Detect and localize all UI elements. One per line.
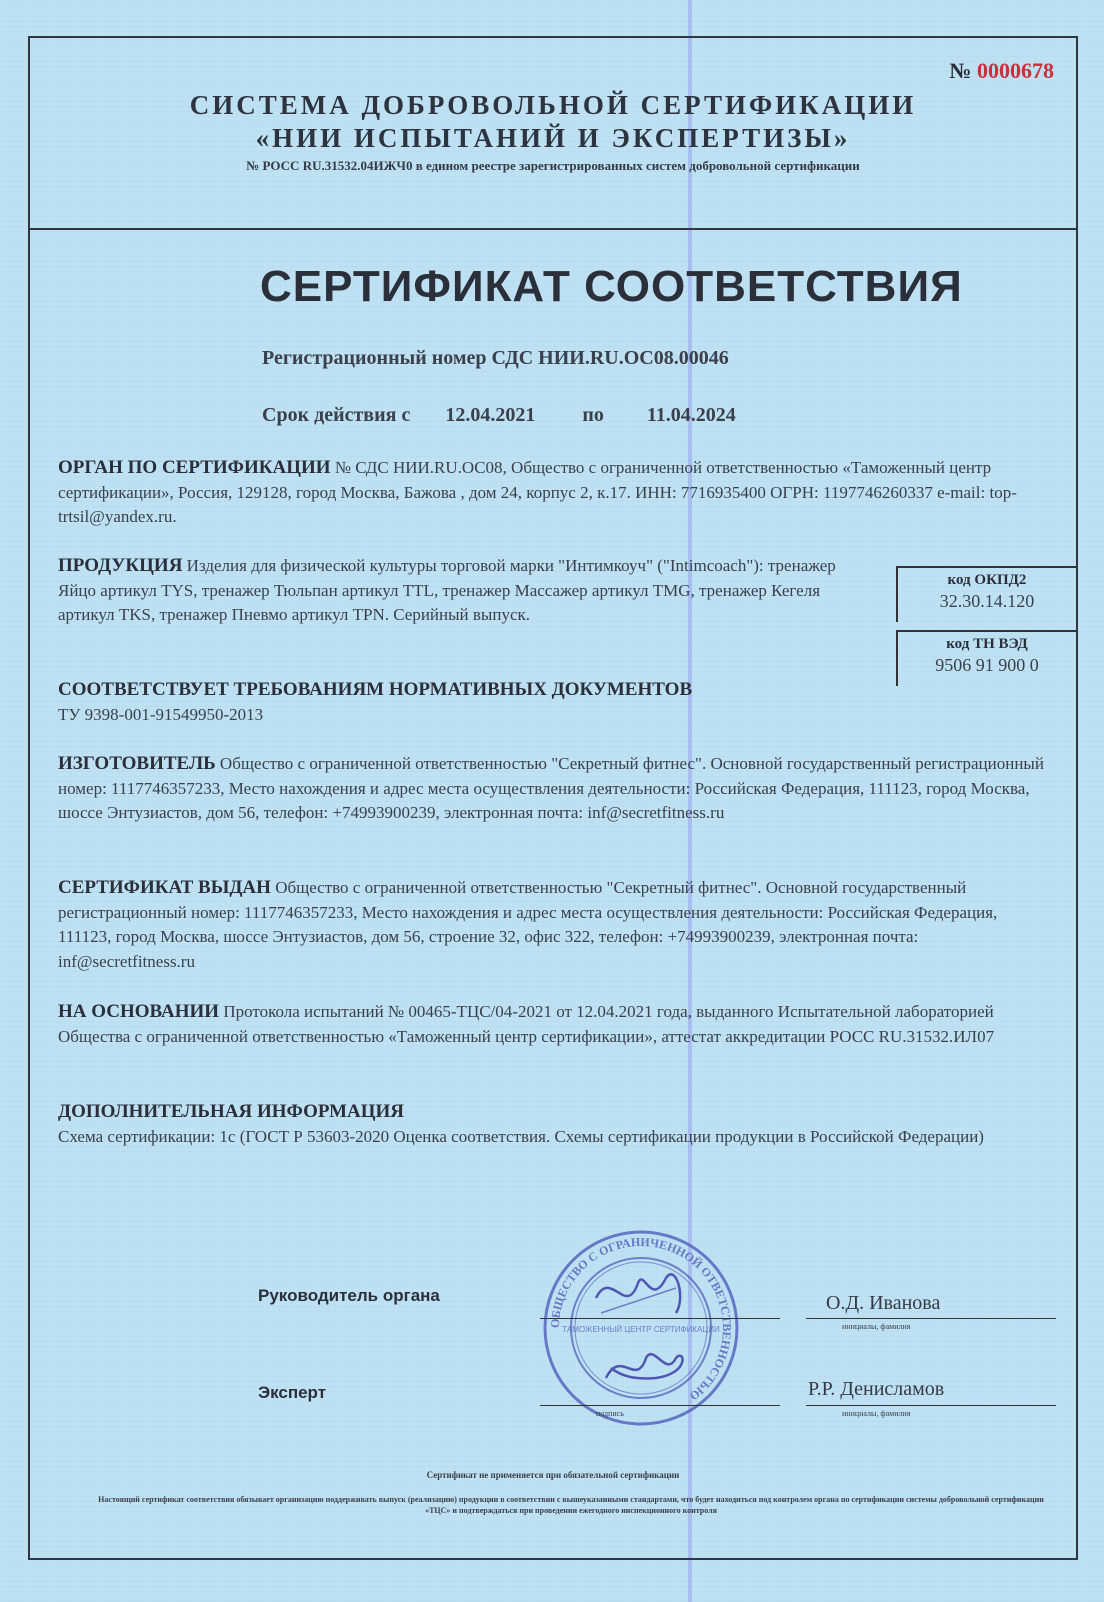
header-divider bbox=[28, 228, 1078, 230]
tnved-value: 9506 91 900 0 bbox=[935, 655, 1039, 675]
section-heading: СЕРТИФИКАТ ВЫДАН bbox=[58, 877, 271, 898]
tnved-label: код ТН ВЭД bbox=[946, 636, 1028, 652]
section-conformity bbox=[58, 678, 1048, 727]
name-line bbox=[806, 1405, 1056, 1406]
system-registry-note: № РОСС RU.31532.04ИЖЧ0 в едином реестре зарегистрированных систем добровольной сертификации bbox=[246, 158, 860, 173]
official-seal-stamp bbox=[526, 1228, 756, 1428]
section-heading: СООТВЕТСТВУЕТ ТРЕБОВАНИЯМ НОРМАТИВНЫХ ДОКУМЕНТОВ bbox=[58, 679, 693, 700]
signature-line bbox=[540, 1318, 780, 1319]
name-caption: инициалы, фамилия bbox=[842, 1409, 911, 1418]
validity-label: Срок действия с bbox=[262, 404, 411, 426]
okpd-label: код ОКПД2 bbox=[947, 572, 1027, 588]
section-text: ТУ 9398-001-91549950-2013 bbox=[58, 704, 264, 724]
expert-label: Эксперт bbox=[258, 1383, 327, 1402]
certificate-serial-number: № 0000678 bbox=[949, 58, 1054, 83]
section-text: № СДС НИИ.RU.OC08, Общество с ограниченной ответственностью «Таможенный центр сертификации», Россия, 129128, город Москва, Бажова , дом 24, корпус 2, к.17. ИНН: 7716935400 ОГРН: 1197746260337 e-mail: top-trtsil@yandex.ru. bbox=[58, 458, 1017, 526]
signature-line bbox=[540, 1405, 780, 1406]
seal-ring-text: ОБЩЕСТВО С ОГРАНИЧЕННОЙ ОТВЕТСТВЕННОСТЬЮ bbox=[547, 1234, 735, 1404]
section-text: Схема сертификации: 1с (ГОСТ Р 53603-2020 Оценка соответствия. Схемы сертификации продукции в Российской Федерации) bbox=[58, 1126, 984, 1146]
validity-to: 11.04.2024 bbox=[646, 404, 736, 426]
name-caption: инициалы, фамилия bbox=[842, 1322, 911, 1331]
section-product bbox=[58, 554, 870, 628]
section-manufacturer bbox=[58, 752, 1048, 826]
section-heading: ОРГАН ПО СЕРТИФИКАЦИИ bbox=[58, 457, 331, 478]
section-text: Изделия для физической культуры торговой марки "Интимкоуч" ("Intimcoach"): тренажер Яйцо артикул TYS, тренажер Тюльпан артикул TTL, тренажер Массажер артикул TMG, тренажер Кегеля артикул TKS, тренажер Пневмо артикул TPN. Серийный выпуск. bbox=[58, 556, 836, 624]
okpd-code-box bbox=[896, 566, 1076, 622]
footer-disclaimer: Настоящий сертификат соответствия обязывает организацию поддерживать выпуск (реализацию) продукции в соответствии с вышеуказанными стандартами, что будет находиться под контролем органа по сертификации системы добровольной сертификации «ТЦС» и подтверждаться при проведении ежегодного инспекционного контроля bbox=[98, 1495, 1044, 1515]
expert-name: Р.Р. Денисламов bbox=[808, 1378, 945, 1400]
section-text: Общество с ограниченной ответственностью "Секретный фитнес". Основной государственный регистрационный номер: 1117746357233, Место нахождения и адрес места осуществления деятельности: Российская Федерация, 111123, город Москва, шоссе Энтузиастов, дом 56, строение 32, офис 322, телефон: +74993900239, электронная почта: inf@secretfitness.ru bbox=[58, 878, 998, 971]
section-basis bbox=[58, 1000, 1048, 1049]
section-heading: ПРОДУКЦИЯ bbox=[58, 555, 183, 576]
section-text: Общество с ограниченной ответственностью "Секретный фитнес". Основной государственный регистрационный номер: 1117746357233, Место нахождения и адрес места осуществления деятельности: Российская Федерация, 111123, город Москва, шоссе Энтузиастов, дом 56, телефон: +74993900239, электронная почта: inf@secretfitness.ru bbox=[58, 754, 1044, 822]
head-of-body-name: О.Д. Иванова bbox=[826, 1292, 941, 1314]
signature-caption: подпись bbox=[596, 1409, 624, 1418]
name-line bbox=[806, 1318, 1056, 1319]
section-certification-body bbox=[58, 456, 1048, 530]
section-additional-info bbox=[58, 1100, 1058, 1149]
section-heading: ДОПОЛНИТЕЛЬНАЯ ИНФОРМАЦИЯ bbox=[58, 1101, 405, 1122]
validity-from: 12.04.2021 bbox=[445, 404, 536, 426]
section-text: Протокола испытаний № 00465-ТЦС/04-2021 от 12.04.2021 года, выданного Испытательной лабораторией Общества с ограниченной ответственностью «Таможенный центр сертификации», аттестат аккредитации РОСС RU.31532.ИЛ07 bbox=[58, 1002, 995, 1046]
seal-center-text: ТАМОЖЕННЫЙ ЦЕНТР СЕРТИФИКАЦИИ bbox=[562, 1325, 720, 1334]
footer-note: Сертификат не применяется при обязательной сертификации bbox=[426, 1470, 680, 1480]
validity-to-label: по bbox=[582, 404, 604, 426]
section-heading: ИЗГОТОВИТЕЛЬ bbox=[58, 753, 216, 774]
okpd-value: 32.30.14.120 bbox=[939, 591, 1035, 611]
head-of-body-label: Руководитель органа bbox=[258, 1286, 440, 1305]
system-title-line1: СИСТЕМА ДОБРОВОЛЬНОЙ СЕРТИФИКАЦИИ bbox=[189, 90, 917, 120]
validity-period bbox=[262, 404, 736, 427]
registration-number: Регистрационный номер СДС НИИ.RU.OC08.00046 bbox=[262, 347, 729, 369]
document-title: СЕРТИФИКАТ СООТВЕТСТВИЯ bbox=[260, 262, 963, 311]
section-heading: НА ОСНОВАНИИ bbox=[58, 1001, 220, 1022]
system-title-line2: «НИИ ИСПЫТАНИЙ И ЭКСПЕРТИЗЫ» bbox=[255, 123, 851, 153]
section-issued-to bbox=[58, 876, 1048, 974]
